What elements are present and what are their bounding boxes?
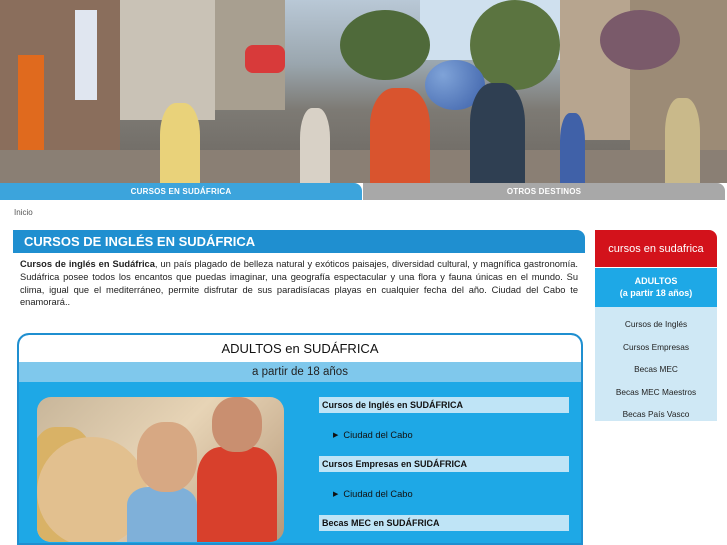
hero-person	[470, 83, 525, 183]
course-list	[319, 397, 569, 531]
hero-person	[300, 108, 330, 183]
sidebar-item-becas-mec[interactable]: Becas MEC	[634, 364, 678, 375]
adults-section	[17, 333, 583, 545]
sidebar-adults[interactable]	[595, 268, 717, 307]
course-heading[interactable]: Cursos de Inglés en SUDÁFRICA	[319, 397, 569, 413]
course-link-label: Ciudad del Cabo	[343, 429, 413, 440]
adults-body	[19, 382, 581, 545]
breadcrumb[interactable]: Inicio	[14, 208, 33, 217]
hero-person	[665, 98, 700, 183]
course-link-label: Ciudad del Cabo	[343, 488, 413, 499]
hero-flowers	[600, 10, 680, 70]
adults-title: ADULTOS en SUDÁFRICA	[19, 335, 581, 362]
intro-bold: Cursos de inglés en Sudáfrica	[20, 259, 155, 269]
sidebar-item-cursos-ingles[interactable]: Cursos de Inglés	[624, 319, 688, 330]
intro-text: , un país plagado de belleza natural y exóticos paisajes, diversidad cultural, y magnífica gastronomía. Sudáfrica posee todos los encantos que puedas imaginar, una geografía espectacular y una flora y fauna únicas en el mundo. Su clima, igual que el mediterráneo, permite disfrutar de sus paradisíacas playas en cualquier fecha del año. Ciudad del Cabo te enamorará..	[20, 259, 578, 308]
hero-shop-banner	[245, 45, 285, 73]
hero-shop-sign	[75, 10, 97, 100]
sidebar-adults-title: ADULTOS	[634, 276, 678, 286]
course-link[interactable]	[319, 472, 569, 515]
hero-street	[0, 150, 727, 183]
sidebar-item-becas-mec-maestros[interactable]: Becas MEC Maestros	[615, 386, 697, 397]
hero-sale-sign	[18, 55, 44, 160]
sidebar-adults-subtitle: (a partir 18 años)	[619, 288, 693, 298]
page-title: CURSOS DE INGLÉS EN SUDÁFRICA	[13, 230, 585, 253]
photo-man	[137, 422, 197, 492]
course-link[interactable]	[319, 413, 569, 456]
hero-person	[370, 88, 430, 183]
arrow-right-icon: ▶	[333, 490, 339, 498]
intro-paragraph	[20, 258, 578, 309]
photo-man	[212, 397, 262, 452]
sidebar-item-becas-pais-vasco[interactable]: Becas País Vasco	[622, 409, 690, 420]
tab-otros-destinos[interactable]: OTROS DESTINOS	[363, 183, 725, 200]
hero-person	[560, 113, 585, 183]
adults-subtitle: a partir de 18 años	[19, 362, 581, 382]
course-heading[interactable]: Becas MEC en SUDÁFRICA	[319, 515, 569, 531]
sidebar-menu	[595, 307, 717, 421]
destination-tabs	[0, 183, 727, 200]
photo-shirt	[197, 447, 277, 542]
students-photo	[37, 397, 284, 542]
hero-person	[160, 103, 200, 183]
sidebar-header[interactable]: cursos en sudafrica	[595, 230, 717, 267]
tab-cursos-sudafrica[interactable]: CURSOS EN SUDÁFRICA	[0, 183, 362, 200]
arrow-right-icon: ▶	[333, 431, 339, 439]
course-heading[interactable]: Cursos Empresas en SUDÁFRICA	[319, 456, 569, 472]
hero-tree	[340, 10, 430, 80]
hero-building	[120, 0, 215, 120]
photo-shirt	[127, 487, 197, 542]
sidebar-item-cursos-empresas[interactable]: Cursos Empresas	[623, 341, 689, 352]
hero-photo	[0, 0, 727, 183]
